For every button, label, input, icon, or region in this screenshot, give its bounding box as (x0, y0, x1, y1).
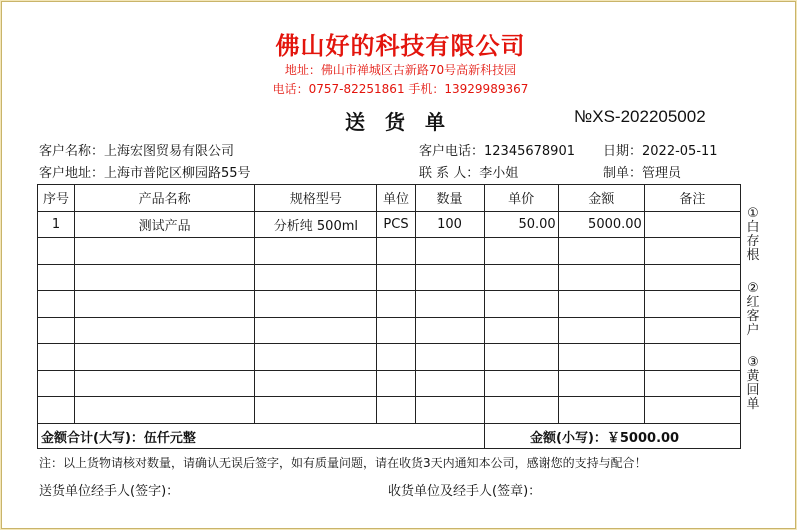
table-row-empty (38, 370, 741, 397)
maker-row (603, 162, 681, 181)
goods-table (37, 184, 741, 424)
contact-row (419, 162, 518, 181)
receiver-signature: 收货单位及经手人(签章)： (388, 484, 542, 499)
copy-label-red (745, 282, 761, 338)
customer-address-label: 客户地址： (39, 166, 105, 181)
header-unit-price: 单价 (484, 185, 558, 212)
cell-amount: 5000.00 (558, 211, 644, 238)
copy-label-char: ② (747, 281, 759, 296)
company-phone: 电话：0757-82251861 手机：13929989367 (272, 82, 529, 96)
cell-unit-price: 50.00 (484, 211, 558, 238)
total-uppercase: 金额合计(大写)：伍仟元整 (41, 431, 196, 446)
customer-phone-row (419, 140, 575, 159)
copy-label-char: 客 (746, 309, 760, 324)
header-quantity: 数量 (415, 185, 484, 212)
cell-unit: PCS (377, 211, 415, 238)
table-row (38, 211, 741, 238)
copy-label-char: 红 (746, 295, 760, 310)
customer-name-row (39, 140, 234, 159)
customer-address-row (39, 162, 251, 181)
totals-divider (484, 423, 485, 448)
delivery-note (1, 1, 796, 529)
footer-note: 注：以上货物请核对数量，请确认无误后签字，如有质量问题，请在收货3天内通知本公司，感谢您的支持与配合！ (39, 456, 647, 470)
copy-label-char: 白 (746, 220, 760, 235)
table-row-empty (38, 264, 741, 291)
customer-address: 上海市普陀区柳园路55号 (104, 166, 251, 181)
copy-label-char: 户 (746, 323, 760, 338)
copy-label-char: 存 (746, 234, 760, 249)
customer-phone: 12345678901 (484, 144, 575, 159)
table-row-empty (38, 238, 741, 265)
header-product: 产品名称 (75, 185, 255, 212)
date-label: 日期： (603, 144, 643, 159)
customer-name: 上海宏图贸易有限公司 (104, 144, 235, 159)
copy-label-yellow (745, 356, 761, 412)
copy-label-char: 根 (746, 248, 760, 263)
copy-label-white (745, 207, 761, 263)
header-amount: 金额 (558, 185, 644, 212)
maker-label: 制单： (603, 166, 643, 181)
header-unit: 单位 (377, 185, 415, 212)
table-header-row (38, 185, 741, 212)
date-row (603, 140, 718, 159)
totals-row (37, 423, 741, 449)
document-title: 送货单 (345, 110, 465, 134)
contact-value: 李小姐 (479, 166, 519, 181)
table-row-empty (38, 397, 741, 424)
copy-label-char: 回 (746, 383, 760, 398)
contact-label: 联 系 人： (419, 166, 480, 181)
date-value: 2022-05-11 (642, 144, 718, 159)
copy-label-char: ③ (747, 355, 759, 370)
copy-label-char: 黄 (746, 369, 760, 384)
table-row-empty (38, 291, 741, 318)
cell-product: 测试产品 (75, 211, 255, 238)
maker-value: 管理员 (642, 166, 682, 181)
cell-quantity: 100 (415, 211, 484, 238)
customer-phone-label: 客户电话： (419, 144, 485, 159)
copy-label-char: ① (747, 206, 759, 221)
cell-spec: 分析纯 500ml (255, 211, 377, 238)
header-remark: 备注 (644, 185, 740, 212)
customer-name-label: 客户名称： (39, 144, 105, 159)
table-row-empty (38, 344, 741, 371)
company-address: 地址：佛山市禅城区古新路70号高新科技园 (284, 63, 517, 77)
cell-remark (644, 211, 740, 238)
company-name: 佛山好的科技有限公司 (275, 31, 526, 60)
document-number: №XS-202205002 (574, 107, 706, 126)
header-spec: 规格型号 (255, 185, 377, 212)
sender-signature: 送货单位经手人(签字)： (39, 484, 180, 499)
copy-label-char: 单 (746, 397, 760, 412)
header-index: 序号 (38, 185, 75, 212)
total-lowercase: 金额(小写)：￥5000.00 (530, 431, 680, 446)
cell-index: 1 (38, 211, 75, 238)
table-row-empty (38, 317, 741, 344)
